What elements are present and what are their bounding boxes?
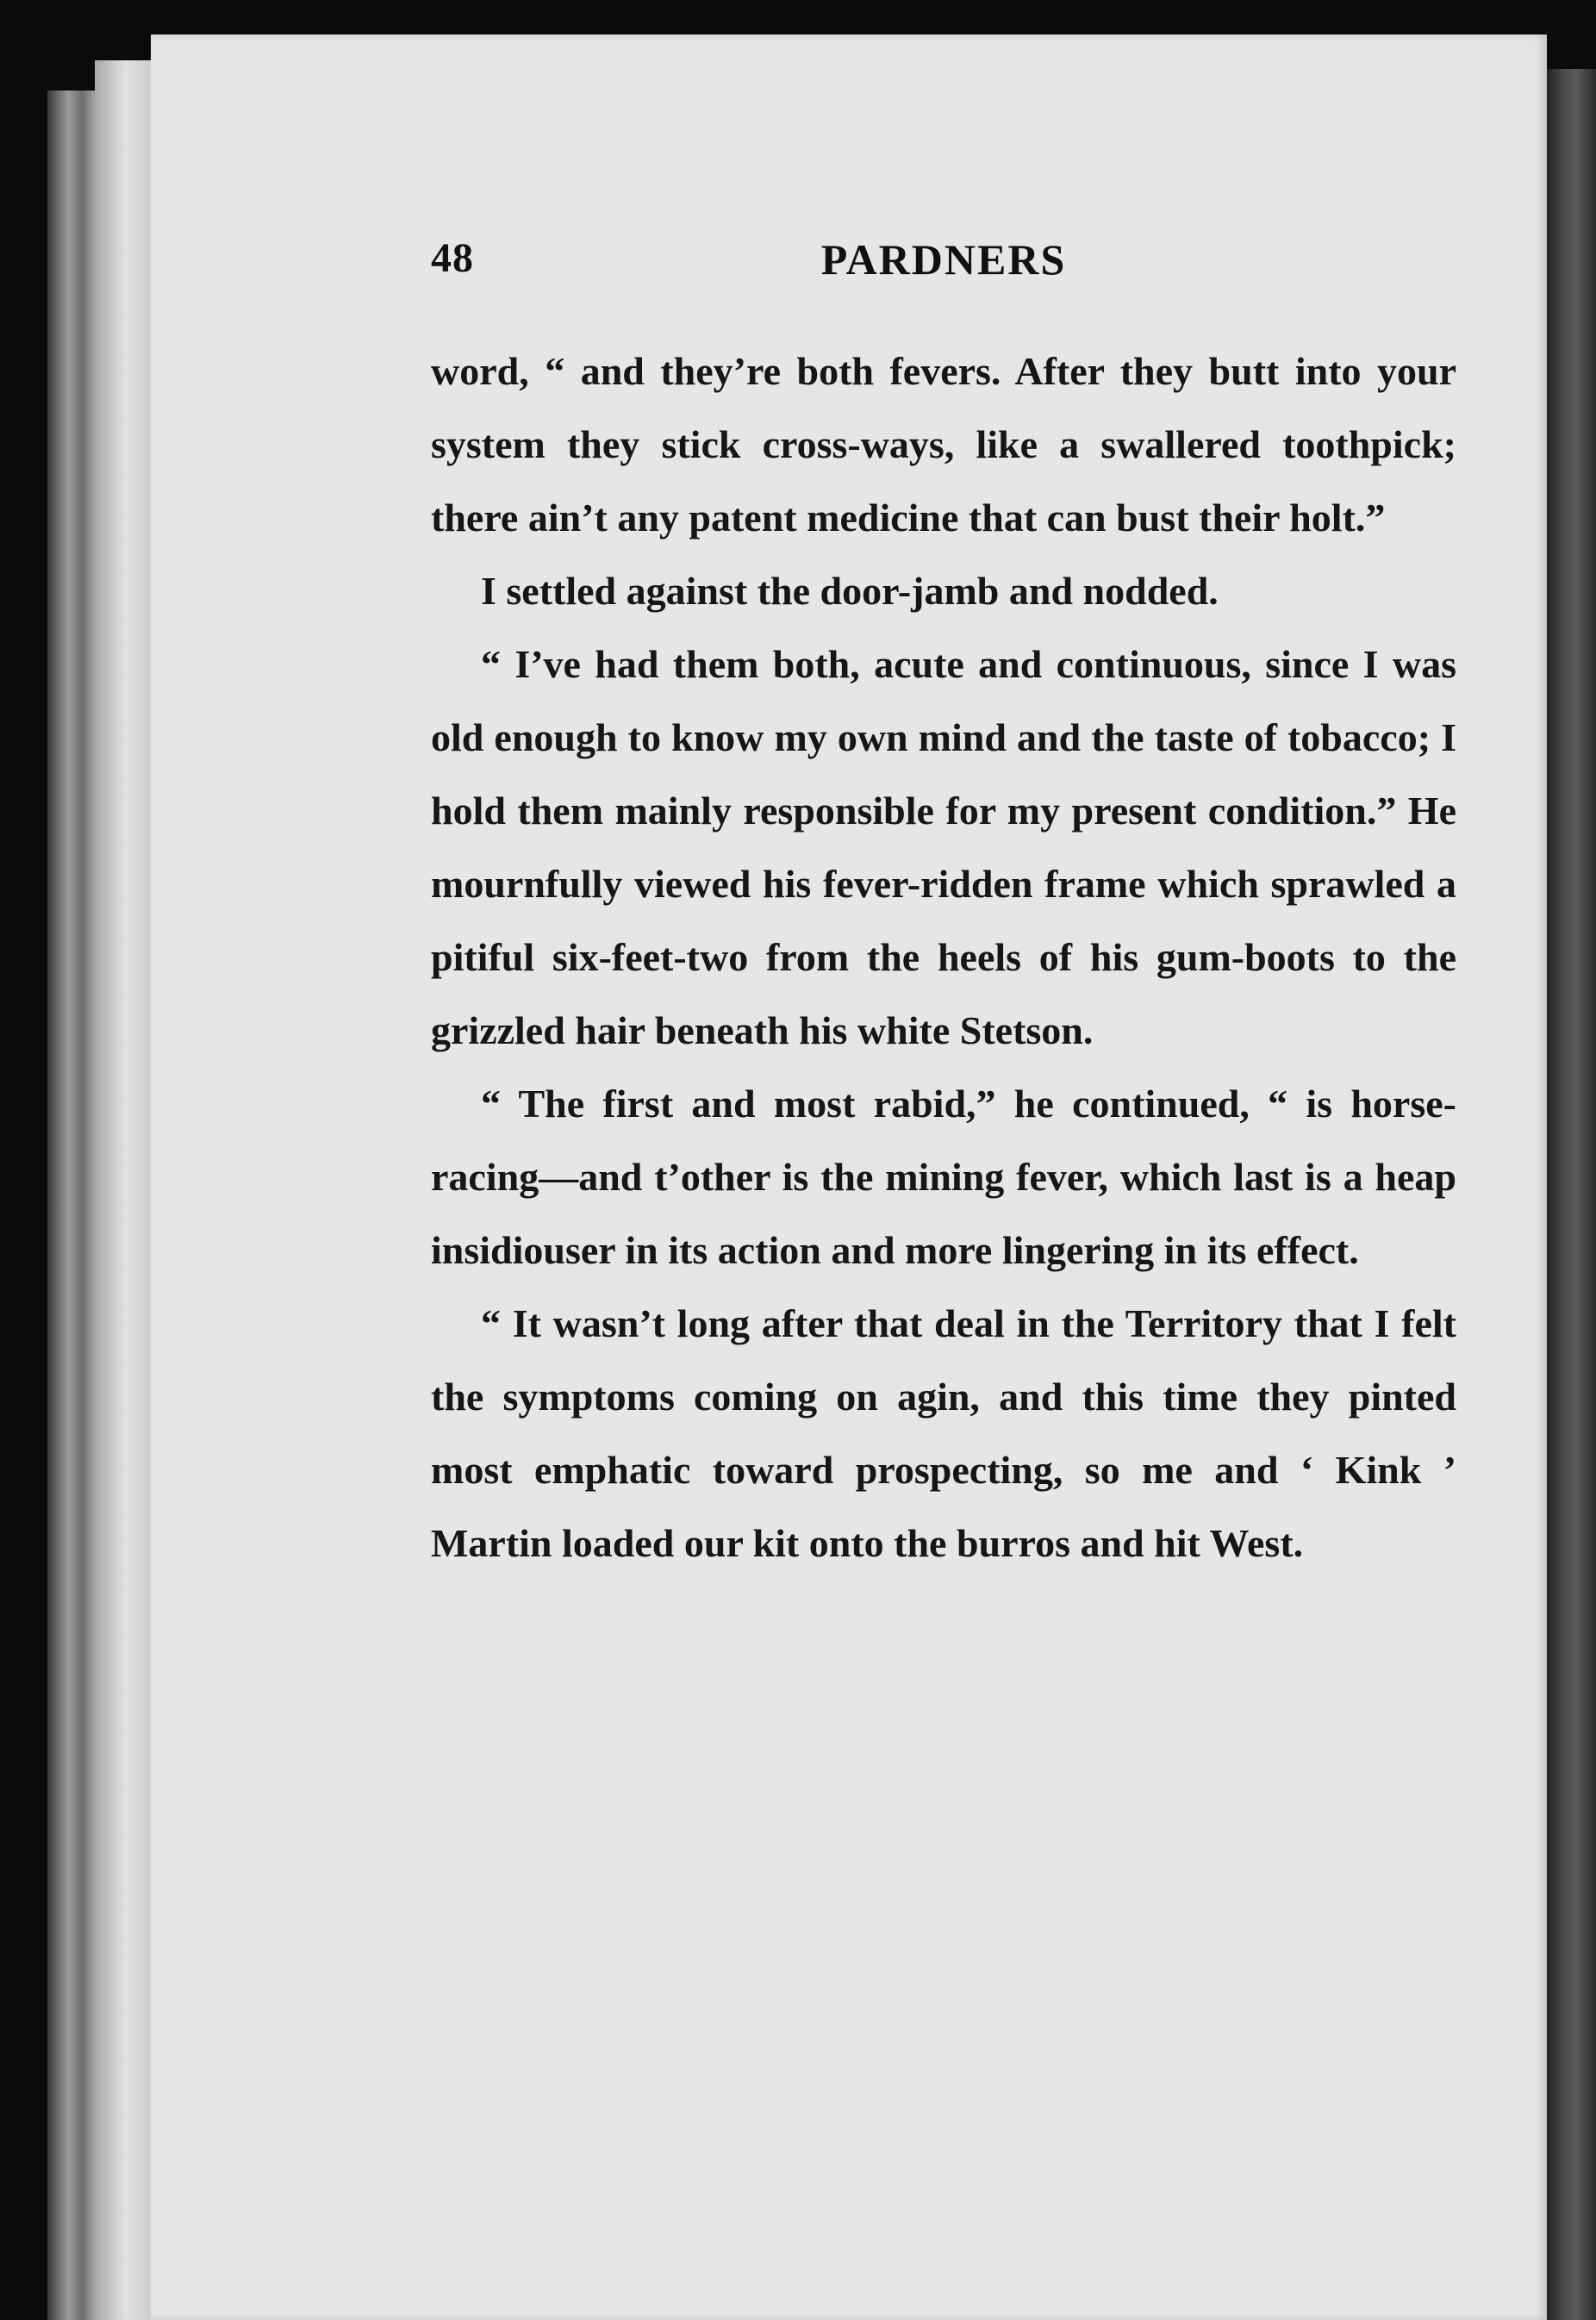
paragraph: I settled against the door-jamb and nodded. — [481, 569, 1219, 613]
paragraph: “ The first and most rabid,” he continued, “ is horse-racing—and t’other is the mining fever, which last is a heap insidiouser in its action and more lingering in its effect. — [431, 1082, 1456, 1272]
running-head: PARDNERS — [820, 235, 1067, 284]
book-binding — [1547, 69, 1596, 2320]
page-header — [431, 234, 1456, 295]
paragraph: “ It wasn’t long after that deal in the Territory that I felt the symptoms coming on agin, and this time they pinted most emphatic toward prospecting, so me and ‘ Kink ’ Martin loaded our kit onto the burros and hit West. — [431, 1301, 1456, 1565]
paragraph: word, “ and they’re both fevers. After they butt into your system they stick cross-ways, like a swallered toothpick; there ain’t any patent medicine that can bust their holt.” — [431, 349, 1456, 539]
body-text — [431, 334, 1456, 1580]
paragraph: “ I’ve had them both, acute and continuous, since I was old enough to know my own mind and the taste of tobacco; I hold them mainly responsible for my present condition.” He mournfully viewed his fever-ridden frame which sprawled a pitiful six-feet-two from the heels of his gum-boots to the grizzled hair beneath his white Stetson. — [431, 642, 1456, 1052]
page-number: 48 — [431, 235, 474, 281]
